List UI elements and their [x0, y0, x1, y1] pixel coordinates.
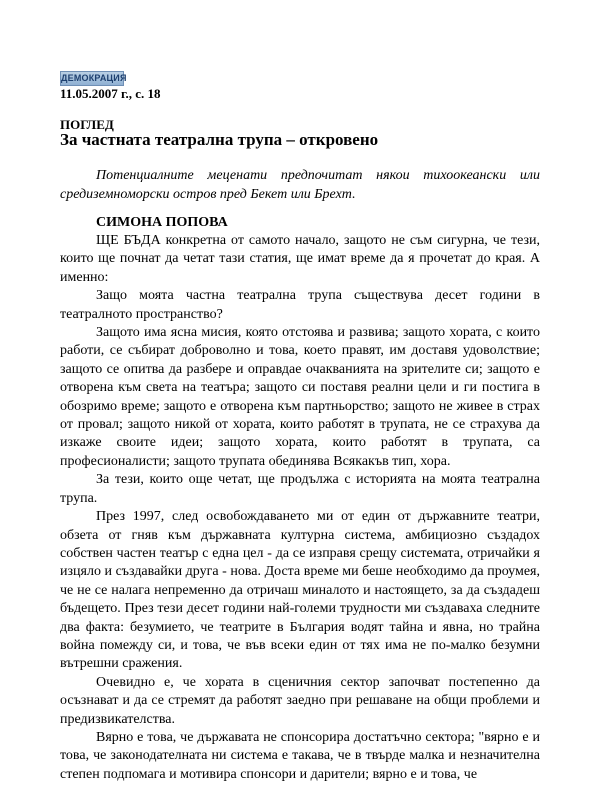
paragraph: ЩЕ БЪДА конкретна от самото начало, защото не съм сигурна, че тези, които ще почнат да четат тази статия, ще имат време да я прочетат до края. А именно:	[60, 233, 540, 285]
article-body	[60, 232, 540, 784]
article-author: СИМОНА ПОПОВА	[96, 215, 228, 230]
newspaper-logo: ДЕМОКРАЦИЯ	[60, 71, 124, 86]
source-date-line: 11.05.2007 г., с. 18	[60, 86, 161, 101]
paragraph: Очевидно е, че хората в сценичния сектор започват постепенно да осъзнават и да се стремят да работят заедно при решаване на общи проблеми и предизвикателства.	[60, 674, 540, 727]
article-title: За частната театрална трупа – откровено	[60, 130, 379, 149]
section-rubric: ПОГЛЕД	[60, 117, 114, 132]
paragraph: Вярно е това, че държавата не спонсорира достатъчно сектора; "вярно е и това, че законодателната ни система е такава, че в твърде малка и незначителна степен подпомага и мотивира спонсори и дарители; вярно е и това, че	[60, 729, 540, 782]
paragraph: За тези, които още четат, ще продължа с историята на моята театрална трупа.	[60, 472, 540, 506]
paragraph: Защото има ясна мисия, която отстоява и развива; защото хората, с които работи, се събират доброволно и това, което правят, им доставя удоволствие; защото се опитва да разбере и оправдае очакванията на зрителите си; защото е отворена към света на театъра; защото си поставя реални цели и ги постига в обозримо време; защото е отворена към партньорство; защото не живее в страх от провал; защото никой от хората, които работят в трупата, не се страхува да изкаже своите идеи; защото хората, които работят в трупата, са професионалисти; защото трупата обединява Всякакъв тип, хора.	[60, 325, 540, 469]
paragraph: През 1997, след освобождаването ми от един от държавните театри, обзета от гняв към държавната културна система, амбициозно създадох собствен частен театър с една цел - да се изправя срещу системата, отричайки я изцяло и създавайки друга - нова. Доста време ми беше необходимо да проумея, че не се налага непременно да отричаш миналото и настоящето, за да създадеш бъдещето. През тези десет години най-големи трудности ми създаваха следните два факта: безумието, че театрите в България водят тайна и явна, но трайна война помежду си, и това, че във всеки един от тях има не по-малко безумни вътрешни сражения.	[60, 509, 540, 672]
article-lead: Потенциалните меценати предпочитат някои тихоокеански или средиземноморски остров пред Бекет или Брехт.	[60, 168, 540, 202]
paragraph: Защо моята частна театрална трупа съществува десет години в театралното пространство?	[60, 288, 540, 322]
